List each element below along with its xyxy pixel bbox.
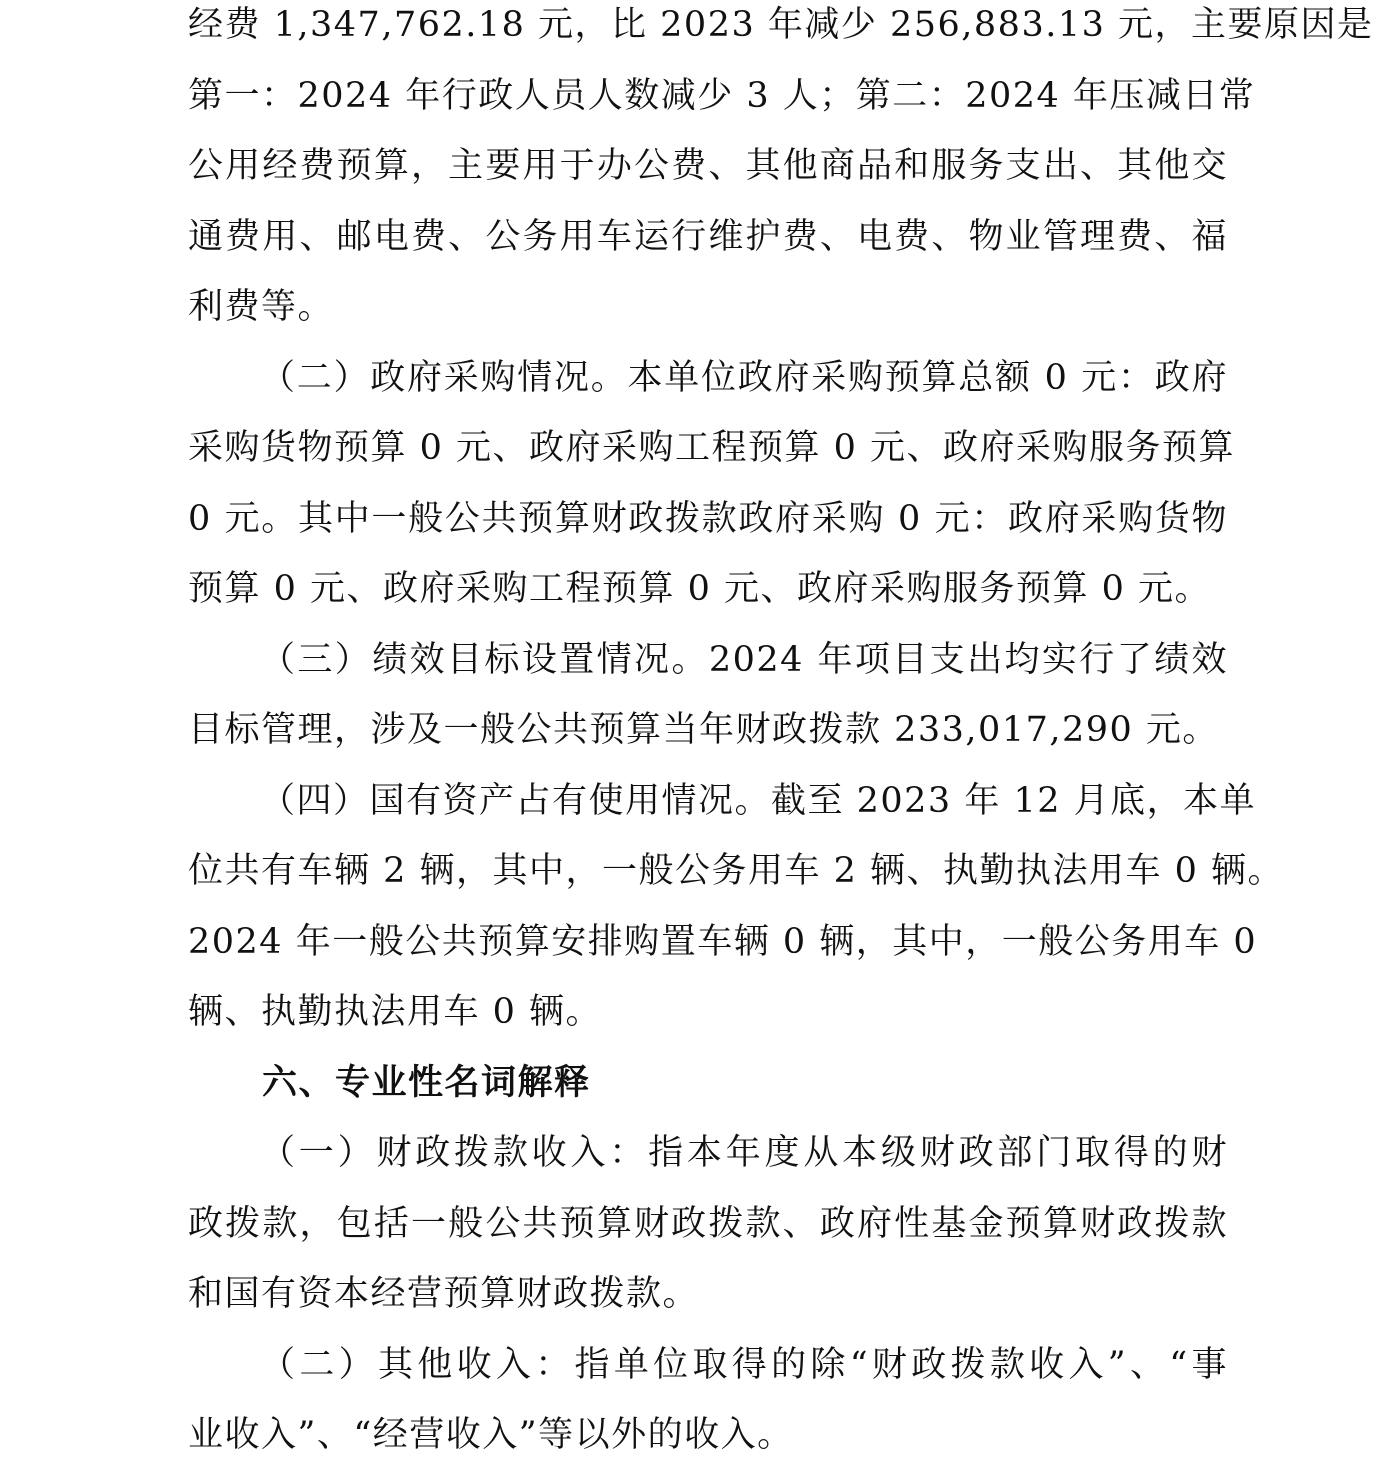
text-line: 预算 0 元、政府采购工程预算 0 元、政府采购服务预算 0 元。 bbox=[188, 569, 1212, 609]
paragraph-public-expenses bbox=[188, 0, 1374, 353]
text-line: 业收入”、“经营收入”等以外的收入。 bbox=[188, 1415, 794, 1455]
paragraph-state-assets bbox=[188, 776, 1285, 1058]
text-line: 政拨款，包括一般公共预算财政拨款、政府性基金预算财政拨款 bbox=[188, 1203, 1228, 1244]
text-line: 目标管理，涉及一般公共预算当年财政拨款 233,017,290 元。 bbox=[188, 710, 1219, 750]
text-line: 采购货物预算 0 元、政府采购工程预算 0 元、政府采购服务预算 bbox=[188, 428, 1236, 468]
text-line: （二）政府采购情况。本单位政府采购预算总额 0 元：政府 bbox=[260, 357, 1228, 398]
text-line: 位共有车辆 2 辆，其中，一般公务用车 2 辆、执勤执法用车 0 辆。 bbox=[188, 851, 1285, 891]
text-line: 和国有资本经营预算财政拨款。 bbox=[188, 1274, 700, 1314]
definition-fiscal-appropriation-income bbox=[188, 1128, 1228, 1340]
text-line: 通费用、邮电费、公务用车运行维护费、电费、物业管理费、福 bbox=[188, 216, 1228, 257]
paragraph-performance-targets bbox=[188, 635, 1228, 776]
definition-other-income bbox=[188, 1340, 1228, 1481]
text-line: 0 元。其中一般公共预算财政拨款政府采购 0 元：政府采购货物 bbox=[188, 498, 1228, 539]
text-line: 公用经费预算，主要用于办公费、其他商品和服务支出、其他交 bbox=[188, 146, 1228, 186]
paragraph-government-procurement bbox=[188, 353, 1236, 635]
text-line: 2024 年一般公共预算安排购置车辆 0 辆，其中，一般公务用车 0 bbox=[188, 921, 1258, 962]
text-line: （二）其他收入：指单位取得的除“财政拨款收入”、“事 bbox=[260, 1344, 1228, 1385]
text-line: （四）国有资产占有使用情况。截至 2023 年 12 月底，本单 bbox=[260, 780, 1257, 821]
section-heading: 六、专业性名词解释 bbox=[262, 1062, 591, 1103]
text-line: 第一：2024 年行政人员人数减少 3 人；第二：2024 年压减日常 bbox=[188, 75, 1256, 116]
text-line: 经费 1,347,762.18 元，比 2023 年减少 256,883.13 元，主要原因是 bbox=[188, 5, 1374, 45]
text-line: （三）绩效目标设置情况。2024 年项目支出均实行了绩效 bbox=[260, 639, 1228, 680]
text-line: （一）财政拨款收入：指本年度从本级财政部门取得的财 bbox=[260, 1133, 1228, 1173]
document-page bbox=[188, 0, 1374, 1481]
text-line: 辆、执勤执法用车 0 辆。 bbox=[188, 992, 603, 1032]
text-line: 利费等。 bbox=[188, 287, 335, 327]
